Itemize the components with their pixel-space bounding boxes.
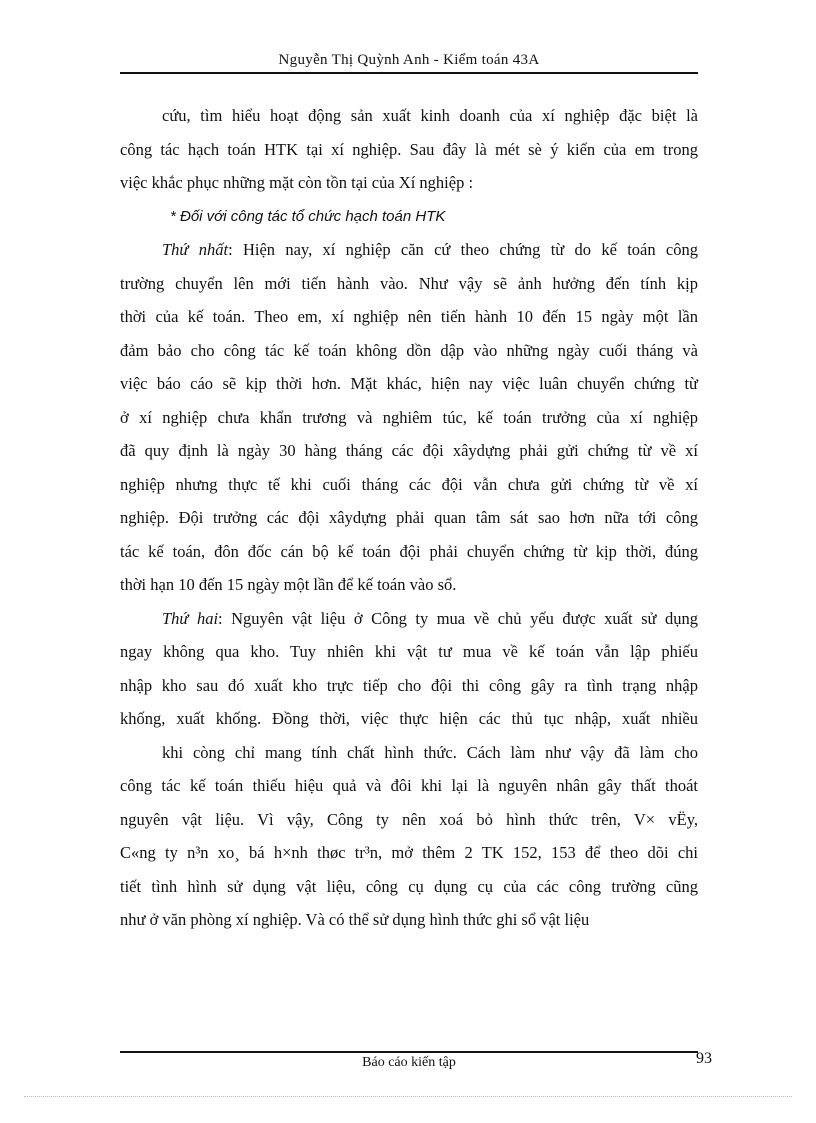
footer-rule [120, 1051, 698, 1053]
text-fragment: : Hiện nay, xí nghiệp căn cứ theo chứng từ do kế toán công [228, 240, 698, 259]
footer-title: Báo cáo kiến tập [362, 1055, 456, 1070]
subheading: * Đối với công tác tổ chức hạch toán HTK [170, 207, 446, 225]
text-line: nghiệp nhưng thực tế khi cuối tháng các đội vẫn chưa gửi chứng từ về xí [120, 474, 698, 494]
page-number: 93 [696, 1050, 712, 1067]
text-line [120, 605, 698, 639]
header-rule [120, 72, 698, 74]
header-title: Nguyễn Thị Quỳnh Anh - Kiểm toán 43A [278, 52, 540, 68]
text-fragment: : Nguyên vật liệu ở Công ty mua về chủ yếu được xuất sử dụng [218, 608, 698, 628]
text-line: nghiệp. Đội trưởng các đội xâydựng phải quan tâm sát sao hơn nữa tới công [120, 508, 698, 527]
paragraph-label: Thứ hai [162, 608, 219, 628]
text-line: đảm bảo cho công tác kế toán không dồn dập vào những ngày cuối tháng và [120, 340, 698, 360]
text-line [120, 236, 698, 270]
text-line: nhập kho sau đó xuất kho trực tiếp cho đội thi công gây ra tình trạng nhập [120, 675, 698, 695]
text-line: việc báo cáo sẽ kịp thời hơn. Mặt khác, hiện nay việc luân chuyển chứng từ [120, 374, 698, 393]
text-line: thời hạn 10 đến 15 ngày một lần để kế toán vào sổ. [120, 575, 457, 594]
text-line: công tác hạch toán HTK tại xí nghiệp. Sau đây là mét sè ý kiến của em trong [120, 139, 698, 159]
text-line: C«ng ty n³n xo¸ bá h×nh thøc tr³n, mở thêm 2 TK 152, 153 để theo dõi chi [120, 843, 698, 862]
text-line: ngay không qua kho. Tuy nhiên khi vật tư mua về kế toán vẫn lập phiếu [120, 642, 698, 661]
text-line: như ở văn phòng xí nghiệp. Và có thể sử dụng hình thức ghi sổ vật liệu [120, 910, 590, 929]
text-line: đã quy định là ngày 30 hàng tháng các đội xâydựng phải gửi chứng từ về xí [120, 441, 698, 460]
text-line: khi còng chỉ mang tính chất hình thức. Cách làm như vậy đã làm cho [162, 742, 698, 762]
text-line: thời của kế toán. Theo em, xí nghiệp nên tiến hành 10 đến 15 ngày một lần [120, 307, 698, 326]
page-boundary-dotted-line [24, 1096, 792, 1097]
paragraph-label: Thứ nhất [162, 240, 229, 259]
text-line: tiết tình hình sử dụng vật liệu, công cụ dụng cụ của các công trường cũng [120, 876, 698, 896]
text-line: nguyên vật liệu. Vì vậy, Công ty nên xoá bỏ hình thức trên, V× vËy, [120, 809, 698, 829]
text-line: trường chuyển lên mới tiến hành vào. Như vậy sẽ ảnh hưởng đến tính kịp [120, 273, 698, 293]
text-line: khống, xuất khống. Đồng thời, việc thực hiện các thủ tục nhập, xuất nhiều [120, 709, 698, 728]
text-line: công tác kế toán thiếu hiệu quả và đôi khi lại là nguyên nhân gây thất thoát [120, 776, 698, 795]
body-text [120, 102, 698, 940]
text-line: cứu, tìm hiểu hoạt động sản xuất kinh doanh của xí nghiệp đặc biệt là [162, 106, 698, 125]
text-line: tác kế toán, đôn đốc cán bộ kế toán đội phải chuyển chứng từ kịp thời, đúng [120, 541, 698, 561]
text-line: việc khắc phục những mặt còn tồn tại của Xí nghiệp : [120, 173, 474, 192]
text-line: ở xí nghiệp chưa khẩn trương và nghiêm túc, kế toán trưởng của xí nghiệp [120, 407, 698, 427]
